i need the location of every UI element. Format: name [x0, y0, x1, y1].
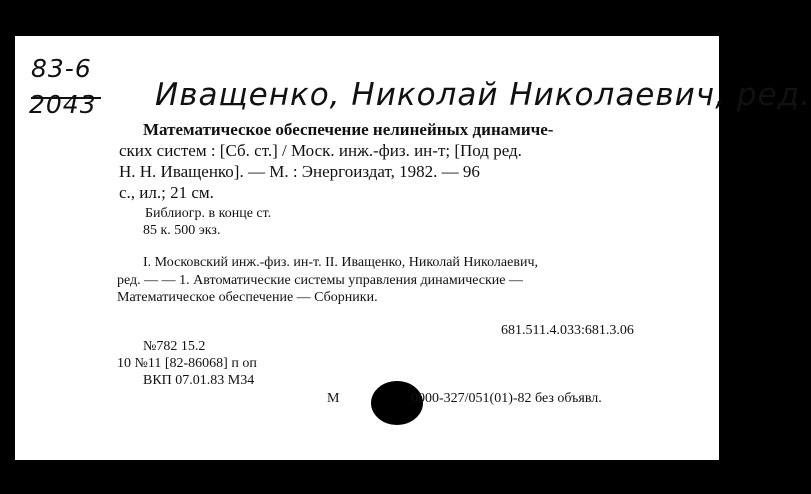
title-line-3: Н. Н. Иващенко]. — М. : Энергоиздат, 1982. — 96: [119, 162, 480, 181]
service-line-2: 10 №11 [82-86068] п оп: [117, 356, 257, 371]
price-edition-note: 85 к. 500 экз.: [143, 223, 221, 238]
service-line-1: №782 15.2: [143, 339, 206, 354]
title-line-2: ских систем : [Сб. ст.] / Моск. инж.-физ. ин-т; [Под ред.: [119, 141, 522, 160]
classification-number: 681.511.4.033:681.3.06: [501, 323, 634, 338]
title-line-4: с., ил.; 21 см.: [119, 183, 214, 202]
tracing-line-3: Математическое обеспечение — Сборники.: [117, 290, 378, 305]
service-line-3: ВКП 07.01.83 M34: [143, 373, 255, 388]
tracing-line-1: I. Московский инж.-физ. ин-т. II. Иващенко, Николай Николаевич,: [143, 255, 538, 270]
handwritten-call-number-top: 83-6: [31, 54, 92, 83]
code-suffix: 0000-327/051(01)-82 без объявл.: [411, 391, 602, 406]
handwritten-call-number-bottom: 2043: [29, 90, 97, 119]
bibliography-note: Библиогр. в конце ст.: [145, 206, 272, 221]
code-prefix: М: [327, 391, 340, 406]
handwritten-author-heading: Иващенко, Николай Николаевич, ред.: [155, 77, 811, 113]
catalog-card: [15, 36, 811, 460]
tracing-line-2: ред. — — 1. Автоматические системы управления динамические —: [117, 273, 524, 288]
title-line-1: Математическое обеспечение нелинейных динамиче-: [143, 120, 554, 139]
